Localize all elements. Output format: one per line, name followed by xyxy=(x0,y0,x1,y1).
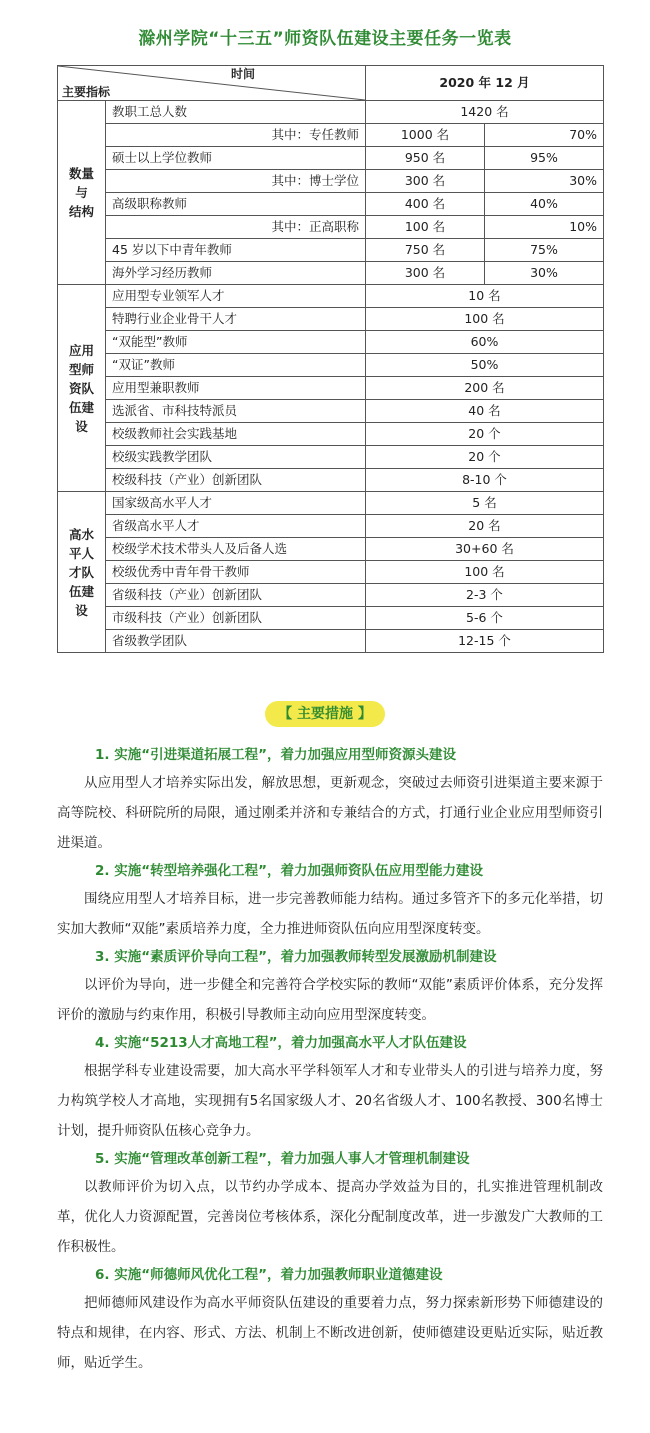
indicator-cell: 校级学术技术带头人及后备人选 xyxy=(106,538,366,561)
measure-title: 3. 实施“素质评价导向工程”，着力加强教师转型发展激励机制建设 xyxy=(95,949,497,965)
table-row xyxy=(58,377,604,400)
target-count-cell: 300 名 xyxy=(366,262,485,285)
table-row xyxy=(58,285,604,308)
table-row xyxy=(58,446,604,469)
target-value-cell: 12-15 个 xyxy=(366,630,604,653)
group-label-line: 资队 xyxy=(68,380,94,396)
table-row xyxy=(58,354,604,377)
table-row xyxy=(58,239,604,262)
group-label-line: 伍建 xyxy=(68,583,94,599)
target-value-cell: 60% xyxy=(366,331,604,354)
target-value-cell: 50% xyxy=(366,354,604,377)
target-value-cell: 100 名 xyxy=(366,308,604,331)
table-row xyxy=(58,124,604,147)
group-label-line: 高水 xyxy=(68,526,94,542)
measures-list xyxy=(57,744,603,1380)
target-value-cell: 10 名 xyxy=(366,285,604,308)
group-label-line: 设 xyxy=(75,602,88,618)
table-row xyxy=(58,170,604,193)
table-row xyxy=(58,515,604,538)
measure-title: 4. 实施“5213人才高地工程”，着力加强高水平人才队伍建设 xyxy=(95,1035,467,1051)
page-title: 滁州学院“十三五”师资队伍建设主要任务一览表 xyxy=(138,29,512,49)
target-value-cell: 2-3 个 xyxy=(366,584,604,607)
indicator-cell: 特聘行业企业骨干人才 xyxy=(106,308,366,331)
table-row xyxy=(58,607,604,630)
target-value-cell: 100 名 xyxy=(366,561,604,584)
indicator-cell: 海外学习经历教师 xyxy=(106,262,366,285)
target-count-cell: 1000 名 xyxy=(366,124,485,147)
table-row xyxy=(58,584,604,607)
measure-body: 从应用型人才培养实际出发，解放思想，更新观念，突破过去师资引进渠道主要来源于高等院校、科研院所的局限，通过刚柔并济和专兼结合的方式，打通行业企业应用型师资引进渠道。 xyxy=(57,775,603,851)
group-label-line: 与 xyxy=(75,185,88,200)
target-ratio-cell: 75% xyxy=(485,239,604,262)
group-label xyxy=(58,492,106,653)
target-ratio-cell: 10% xyxy=(485,216,604,239)
group-label xyxy=(58,285,106,492)
group-label-line: 数量 xyxy=(68,166,94,181)
measure-body: 围绕应用型人才培养目标，进一步完善教师能力结构。通过多管齐下的多元化举措，切实加大教师“双能”素质培养力度，全力推进师资队伍向应用型深度转变。 xyxy=(57,891,603,937)
target-count-cell: 100 名 xyxy=(366,216,485,239)
target-ratio-cell: 40% xyxy=(485,193,604,216)
indicator-cell: 选派省、市科技特派员 xyxy=(106,400,366,423)
task-table-body xyxy=(58,66,604,653)
header-year: 2020 年 12 月 xyxy=(366,66,604,101)
measure-body: 以评价为导向，进一步健全和完善符合学校实际的教师“双能”素质评价体系，充分发挥评价的激励与约束作用，积极引导教师主动向应用型深度转变。 xyxy=(57,977,603,1023)
table-row xyxy=(58,423,604,446)
indicator-cell: “双证”教师 xyxy=(106,354,366,377)
measure-title: 1. 实施“引进渠道拓展工程”，着力加强应用型师资源头建设 xyxy=(95,747,456,763)
target-ratio-cell: 70% xyxy=(485,124,604,147)
measures-badge: 【 主要措施 】 xyxy=(265,701,385,727)
target-value-cell: 20 个 xyxy=(366,423,604,446)
indicator-cell: 其中：专任教师 xyxy=(106,124,366,147)
task-table xyxy=(57,65,604,653)
indicator-cell: 市级科技（产业）创新团队 xyxy=(106,607,366,630)
indicator-cell: 45 岁以下中青年教师 xyxy=(106,239,366,262)
indicator-cell: 校级优秀中青年骨干教师 xyxy=(106,561,366,584)
measure-body: 以教师评价为切入点，以节约办学成本、提高办学效益为目的，扎实推进管理机制改革，优化人力资源配置，完善岗位考核体系，深化分配制度改革，进一步激发广大教师的工作积极性。 xyxy=(57,1179,603,1255)
group-label-line: 平人 xyxy=(68,545,94,561)
target-value-cell: 8-10 个 xyxy=(366,469,604,492)
group-label xyxy=(58,101,106,285)
table-row xyxy=(58,216,604,239)
measure-title: 2. 实施“转型培养强化工程”，着力加强师资队伍应用型能力建设 xyxy=(95,863,483,879)
target-value-cell: 200 名 xyxy=(366,377,604,400)
indicator-cell: 应用型兼职教师 xyxy=(106,377,366,400)
indicator-cell: 应用型专业领军人才 xyxy=(106,285,366,308)
table-row xyxy=(58,492,604,515)
table-row xyxy=(58,331,604,354)
header-main-label: 主要指标 xyxy=(62,85,111,99)
group-label-line: 型师 xyxy=(68,361,94,377)
table-row xyxy=(58,262,604,285)
indicator-cell: 省级教学团队 xyxy=(106,630,366,653)
indicator-cell: 校级科技（产业）创新团队 xyxy=(106,469,366,492)
target-value-cell: 5 名 xyxy=(366,492,604,515)
table-row xyxy=(58,469,604,492)
indicator-cell: 高级职称教师 xyxy=(106,193,366,216)
target-ratio-cell: 30% xyxy=(485,262,604,285)
indicator-cell: 国家级高水平人才 xyxy=(106,492,366,515)
table-row xyxy=(58,630,604,653)
indicator-cell: 其中：博士学位 xyxy=(106,170,366,193)
table-row xyxy=(58,308,604,331)
indicator-cell: 校级教师社会实践基地 xyxy=(106,423,366,446)
group-label-line: 才队 xyxy=(68,564,94,580)
indicator-cell: 其中：正高职称 xyxy=(106,216,366,239)
measure-body: 把师德师风建设作为高水平师资队伍建设的重要着力点，努力探索新形势下师德建设的特点和规律，在内容、形式、方法、机制上不断改进创新，使师德建设更贴近实际，贴近教师，贴近学生。 xyxy=(57,1295,603,1371)
target-ratio-cell: 30% xyxy=(485,170,604,193)
target-value-cell: 30+60 名 xyxy=(366,538,604,561)
indicator-cell: 校级实践教学团队 xyxy=(106,446,366,469)
header-time-label: 时间 xyxy=(230,67,255,81)
indicator-cell: 省级高水平人才 xyxy=(106,515,366,538)
indicator-cell: 省级科技（产业）创新团队 xyxy=(106,584,366,607)
target-ratio-cell: 95% xyxy=(485,147,604,170)
measure-title: 5. 实施“管理改革创新工程”，着力加强人事人才管理机制建设 xyxy=(95,1151,470,1167)
group-label-line: 应用 xyxy=(68,342,94,358)
group-label-line: 伍建 xyxy=(68,399,94,415)
diagonal-header-cell xyxy=(58,66,366,101)
measure-body: 根据学科专业建设需要，加大高水平学科领军人才和专业带头人的引进与培养力度，努力构筑学校人才高地，实现拥有5名国家级人才、20名省级人才、100名教授、300名博士计划，提升师资队伍核心竞争力。 xyxy=(57,1063,603,1139)
indicator-cell: 硕士以上学位教师 xyxy=(106,147,366,170)
target-value-cell: 40 名 xyxy=(366,400,604,423)
target-value-cell: 20 个 xyxy=(366,446,604,469)
target-count-cell: 400 名 xyxy=(366,193,485,216)
table-row xyxy=(58,101,604,124)
table-row xyxy=(58,193,604,216)
group-label-line: 设 xyxy=(75,418,88,434)
table-row xyxy=(58,147,604,170)
target-count-cell: 750 名 xyxy=(366,239,485,262)
indicator-cell: “双能型”教师 xyxy=(106,331,366,354)
table-header-row xyxy=(58,66,604,101)
table-row xyxy=(58,538,604,561)
group-label-line: 结构 xyxy=(68,204,94,219)
table-row xyxy=(58,400,604,423)
table-row xyxy=(58,561,604,584)
indicator-cell: 教职工总人数 xyxy=(106,101,366,124)
target-value-cell: 5-6 个 xyxy=(366,607,604,630)
measure-title: 6. 实施“师德师风优化工程”，着力加强教师职业道德建设 xyxy=(95,1267,443,1283)
target-count-cell: 950 名 xyxy=(366,147,485,170)
target-value-cell: 1420 名 xyxy=(366,101,604,124)
target-count-cell: 300 名 xyxy=(366,170,485,193)
target-value-cell: 20 名 xyxy=(366,515,604,538)
